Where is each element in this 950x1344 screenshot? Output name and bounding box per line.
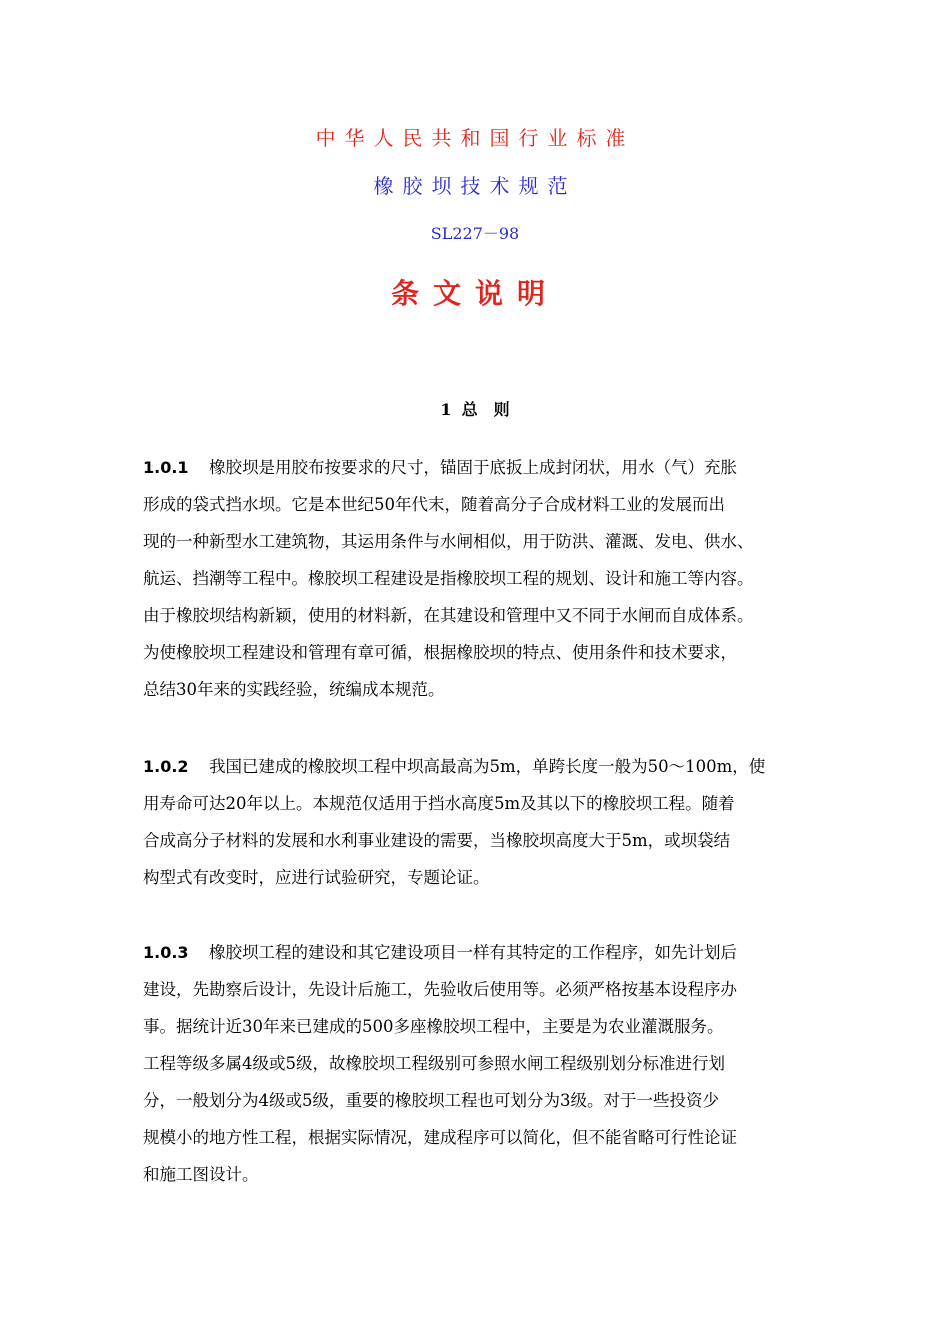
clause-number: 1.0.1 xyxy=(143,458,189,477)
clause-line: 现的一种新型水工建筑物，其运用条件与水闸相似，用于防洪、灌溉、发电、供水、 xyxy=(143,532,754,551)
clause-line: 航运、挡潮等工程中。橡胶坝工程建设是指橡胶坝工程的规划、设计和施工等内容。 xyxy=(143,569,754,588)
clause-line: 由于橡胶坝结构新颖，使用的材料新，在其建设和管理中又不同于水闸而自成体系。 xyxy=(143,606,754,625)
standard-category: 中华人民共和国行业标准 xyxy=(315,126,635,150)
clause-1-0-2 xyxy=(143,748,823,896)
clause-line: 构型式有改变时，应进行试验研究，专题论证。 xyxy=(143,868,490,887)
clause-1-0-1 xyxy=(143,449,823,708)
clause-line: 事。据统计近30年来已建成的500多座橡胶坝工程中，主要是为农业灌溉服务。 xyxy=(143,1017,724,1036)
clause-1-0-3 xyxy=(143,934,823,1193)
clause-line: 规模小的地方性工程，根据实际情况，建成程序可以简化，但不能省略可行性论证 xyxy=(143,1128,737,1147)
section-title: 总 则 xyxy=(461,400,510,419)
clause-line xyxy=(143,748,823,785)
section-heading xyxy=(0,397,950,423)
clause-line: 为使橡胶坝工程建设和管理有章可循，根据橡胶坝的特点、使用条件和技术要求， xyxy=(143,643,737,662)
clause-text: 橡胶坝工程的建设和其它建设项目一样有其特定的工作程序，如先计划后 xyxy=(209,943,737,962)
clause-line xyxy=(143,449,823,486)
clause-line: 分，一般划分为4级或5级，重要的橡胶坝工程也可划分为3级。对于一些投资少 xyxy=(143,1091,719,1110)
standard-code: SL227－98 xyxy=(430,224,520,243)
document-main-title: 条文说明 xyxy=(390,277,559,310)
clause-line: 形成的袋式挡水坝。它是本世纪50年代末，随着高分子合成材料工业的发展而出 xyxy=(143,495,725,514)
clause-line: 和施工图设计。 xyxy=(143,1165,259,1184)
clause-text: 橡胶坝是用胶布按要求的尺寸，锚固于底扳上成封闭状，用水（气）充胀 xyxy=(209,458,737,477)
standard-title: 橡胶坝技术规范 xyxy=(373,174,577,198)
section-number: 1 xyxy=(440,400,452,419)
clause-line: 合成高分子材料的发展和水利事业建设的需要，当橡胶坝高度大于5m，或坝袋结 xyxy=(143,831,731,850)
clause-line: 工程等级多属4级或5级，故橡胶坝工程级别可参照水闸工程级别划分标准进行划 xyxy=(143,1054,725,1073)
clause-line: 总结30年来的实践经验，统编成本规范。 xyxy=(143,680,445,699)
clause-line: 用寿命可达20年以上。本规范仅适用于挡水高度5m及其以下的橡胶坝工程。随着 xyxy=(143,794,735,813)
clause-line: 建设，先勘察后设计，先设计后施工，先验收后使用等。必须严格按基本设程序办 xyxy=(143,980,737,999)
clause-line xyxy=(143,934,823,971)
clause-number: 1.0.2 xyxy=(143,757,189,776)
clause-number: 1.0.3 xyxy=(143,943,189,962)
clause-text: 我国已建成的橡胶坝工程中坝高最高为5m，单跨长度一般为50～100m，使 xyxy=(209,757,766,776)
